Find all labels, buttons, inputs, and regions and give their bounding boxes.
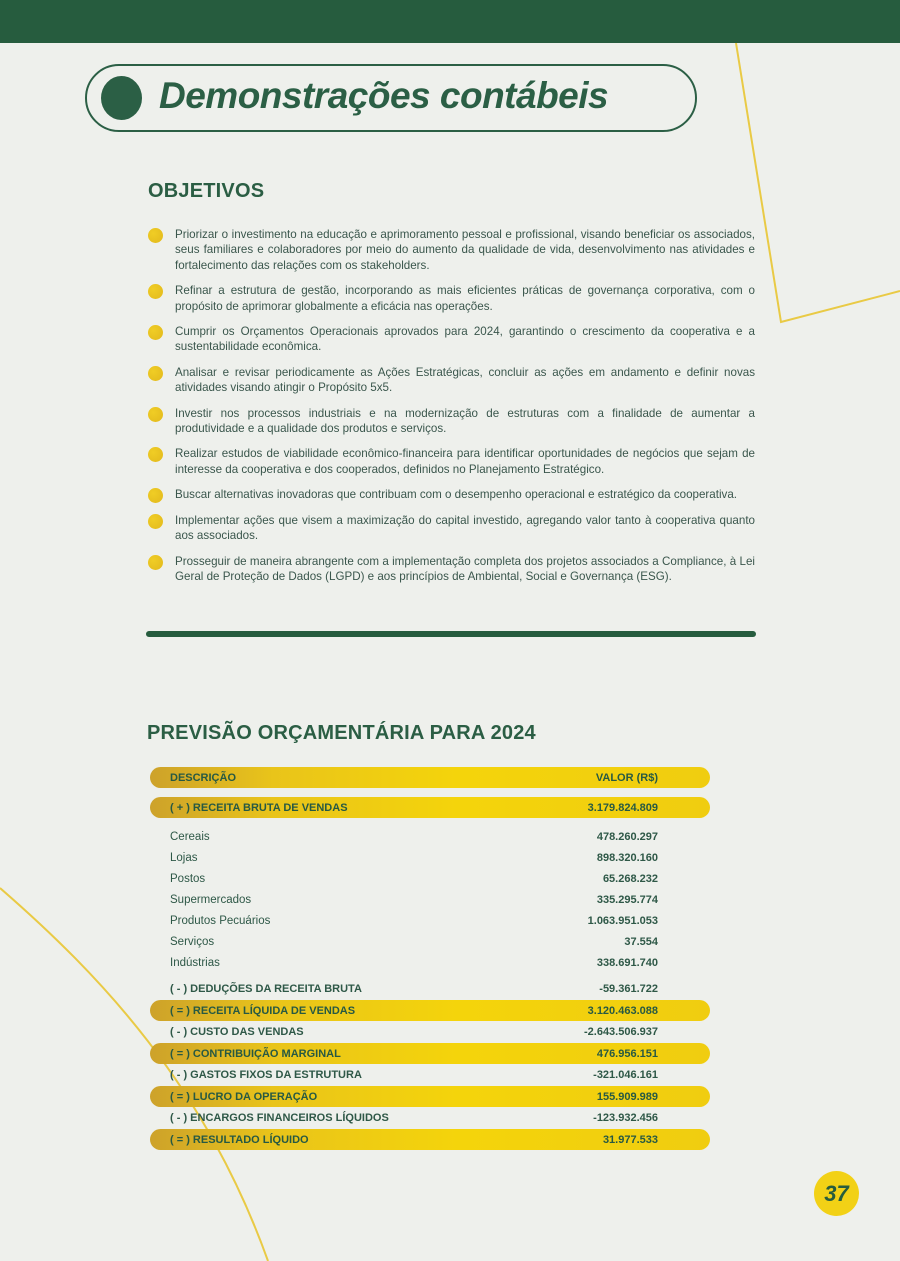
row-label: ( + ) RECEITA BRUTA DE VENDAS [170,801,348,814]
zigzag-line-icon [736,43,900,322]
objectives-list [148,227,755,584]
row-label: ( = ) LUCRO DA OPERAÇÃO [170,1090,318,1103]
objective-item [148,513,755,544]
row-label: Supermercados [170,894,252,906]
row-value: -321.046.161 [593,1069,658,1081]
row-label: Indústrias [170,957,220,969]
objective-text: Implementar ações que visem a maximização do capital investido, agregando valor tanto à cooperativa quanto aos associados. [175,513,755,543]
row-label: ( = ) CONTRIBUIÇÃO MARGINAL [170,1047,341,1060]
table-row [150,932,710,952]
objective-item [148,406,755,437]
table-row [150,1108,710,1128]
objective-text: Refinar a estrutura de gestão, incorporando as mais eficientes práticas de governança corporativa, com o propósito de aprimorar globalmente a eficácia nas operações. [175,284,755,313]
column-description: DESCRIÇÃO [170,771,237,784]
objective-item [148,227,755,273]
table-row [150,953,710,973]
bullet-icon [148,325,163,340]
row-value: 338.691.740 [596,957,658,969]
table-row [150,1000,710,1021]
objective-text: Realizar estudos de viabilidade econômico-financeira para identificar oportunidades de negócios que sejam de interesse da cooperativa e dos cooperados, definidos no Planejamento Estratégico. [175,447,755,476]
bullet-icon [148,514,163,529]
objective-item [148,324,755,355]
green-dot-icon [101,76,142,120]
table-row [150,979,710,999]
row-label: Serviços [170,936,215,948]
bullet-icon [148,366,163,381]
objective-text: Buscar alternativas inovadoras que contribuam com o desempenho operacional e estratégico da cooperativa. [175,488,737,502]
page-title: Demonstrações contábeis [159,75,609,116]
table-row [150,869,710,889]
row-value: 335.295.774 [596,894,658,906]
objective-item [148,446,755,477]
row-value: -123.932.456 [593,1112,658,1124]
row-label: Produtos Pecuários [170,915,271,927]
column-value: VALOR (R$) [595,771,658,784]
table-row [150,911,710,931]
row-label: ( - ) DEDUÇÕES DA RECEITA BRUTA [170,983,362,995]
row-value: 3.179.824.809 [587,801,658,814]
objectives-section [148,180,755,594]
row-value: -59.361.722 [599,983,658,995]
budget-table [150,767,710,1150]
bullet-icon [148,488,163,503]
table-row [150,1043,710,1064]
budget-section [147,722,710,1151]
table-row [150,1086,710,1107]
objective-text: Investir nos processos industriais e na modernização de estruturas com a finalidade de aumentar a produtividade e a qualidade dos produtos e serviços. [175,406,755,436]
row-label: Postos [170,873,206,885]
objective-text: Analisar e revisar periodicamente as Ações Estratégicas, concluir as ações em andamento e definir novas atividades visando atingir o Propósito 5x5. [175,365,755,395]
row-label: ( - ) GASTOS FIXOS DA ESTRUTURA [170,1069,362,1081]
objective-text: Cumprir os Orçamentos Operacionais aprovados para 2024, garantindo o crescimento da cooperativa e a sustentabilidade econômica. [175,325,755,354]
page-number-badge [814,1171,859,1216]
row-label: ( - ) ENCARGOS FINANCEIROS LÍQUIDOS [170,1112,389,1124]
objective-item [148,365,755,396]
top-bar [0,0,900,43]
row-value: 478.260.297 [596,831,658,843]
objective-item [148,487,755,502]
objective-text: Prosseguir de maneira abrangente com a implementação completa dos projetos associados a Compliance, à Lei Geral de Proteção de Dados (LGPD) e aos princípios de Ambiental, Social e Governança (ESG). [175,554,755,583]
row-value: 476.956.151 [596,1047,658,1060]
table-row [150,1065,710,1085]
row-value: 3.120.463.088 [587,1004,658,1017]
table-row [150,848,710,868]
row-label: ( - ) CUSTO DAS VENDAS [170,1026,304,1038]
table-header-row [150,767,710,788]
table-row [150,890,710,910]
bullet-icon [148,447,163,462]
row-value: 37.554 [624,936,658,948]
page-title-pill [85,64,697,132]
row-value: -2.643.506.937 [583,1026,658,1038]
bullet-icon [148,228,163,243]
row-value: 31.977.533 [602,1133,658,1146]
row-value: 898.320.160 [596,852,658,864]
bullet-icon [148,555,163,570]
objective-item [148,554,755,585]
table-row [150,1022,710,1042]
objective-item [148,283,755,314]
objectives-heading: OBJETIVOS [148,180,265,202]
row-value: 155.909.989 [596,1090,658,1103]
table-row [150,827,710,847]
section-divider [146,631,756,637]
row-value: 65.268.232 [602,873,658,885]
row-label: ( = ) RESULTADO LÍQUIDO [170,1133,309,1146]
objective-text: Priorizar o investimento na educação e aprimoramento pessoal e profissional, visando beneficiar os associados, seus familiares e colaboradores por meio do aumento da qualidade de vida, desenvolvimento nas atividades e fortalecimento das relações com os stakeholders. [175,228,755,272]
page-number: 37 [824,1180,849,1206]
table-body [150,797,710,1150]
table-row [150,1129,710,1150]
row-label: Lojas [170,852,198,864]
row-value: 1.063.951.053 [587,915,658,927]
bullet-icon [148,407,163,422]
row-label: ( = ) RECEITA LÍQUIDA DE VENDAS [170,1004,356,1017]
budget-heading: PREVISÃO ORÇAMENTÁRIA PARA 2024 [147,722,536,744]
table-row [150,797,710,818]
row-label: Cereais [170,831,210,843]
bullet-icon [148,284,163,299]
